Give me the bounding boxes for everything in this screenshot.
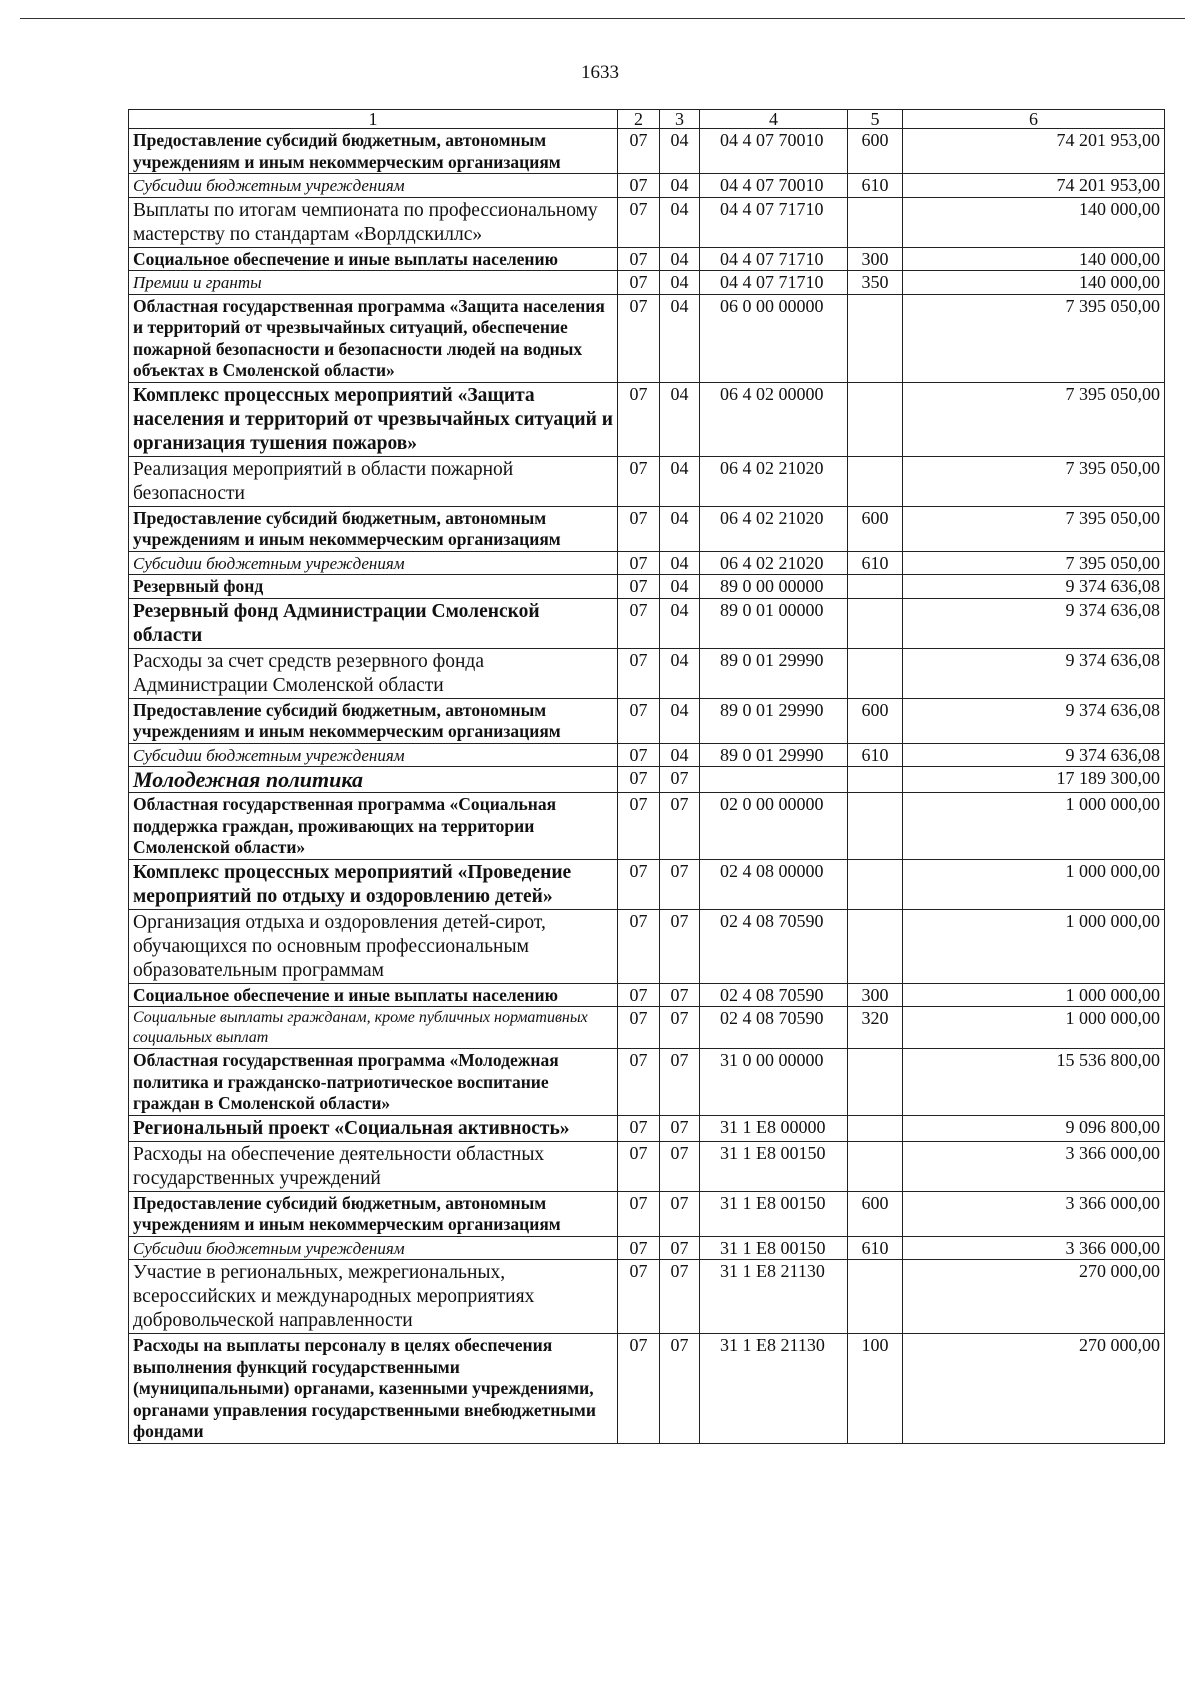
row-target-code: 02 4 08 00000 (700, 859, 848, 909)
row-subsection: 07 (660, 1334, 700, 1444)
row-expense-type (848, 793, 903, 860)
row-subsection: 04 (660, 271, 700, 295)
row-target-code: 04 4 07 71710 (700, 271, 848, 295)
row-amount: 7 395 050,00 (903, 456, 1165, 506)
table-row (129, 909, 1165, 983)
row-section: 07 (618, 197, 660, 247)
row-name: Резервный фонд (129, 575, 618, 599)
row-target-code: 89 0 00 00000 (700, 575, 848, 599)
table-row (129, 174, 1165, 198)
row-target-code: 02 4 08 70590 (700, 983, 848, 1007)
row-expense-type (848, 1141, 903, 1191)
row-subsection: 04 (660, 598, 700, 648)
row-expense-type (848, 767, 903, 793)
row-amount: 140 000,00 (903, 197, 1165, 247)
row-amount: 3 366 000,00 (903, 1141, 1165, 1191)
row-target-code: 04 4 07 70010 (700, 129, 848, 174)
row-subsection: 07 (660, 859, 700, 909)
row-target-code: 06 4 02 00000 (700, 382, 848, 456)
row-name: Реализация мероприятий в области пожарной безопасности (129, 456, 618, 506)
row-name: Участие в региональных, межрегиональных, всероссийских и международных мероприятиях добровольческой направленности (129, 1260, 618, 1334)
row-target-code: 31 1 E8 21130 (700, 1260, 848, 1334)
row-section: 07 (618, 859, 660, 909)
row-section: 07 (618, 1236, 660, 1260)
row-amount: 9 374 636,08 (903, 698, 1165, 743)
table-row (129, 294, 1165, 382)
table-row (129, 551, 1165, 575)
table-row (129, 648, 1165, 698)
row-name: Комплекс процессных мероприятий «Проведение мероприятий по отдыху и оздоровлению детей» (129, 859, 618, 909)
header-cell-name: 1 (129, 110, 618, 129)
row-target-code: 89 0 01 29990 (700, 743, 848, 767)
row-target-code: 31 0 00 00000 (700, 1049, 848, 1116)
table-row (129, 1115, 1165, 1141)
row-expense-type (848, 294, 903, 382)
row-target-code: 31 1 E8 00150 (700, 1191, 848, 1236)
row-target-code: 06 4 02 21020 (700, 506, 848, 551)
row-section: 07 (618, 456, 660, 506)
row-amount: 74 201 953,00 (903, 174, 1165, 198)
row-expense-type: 610 (848, 743, 903, 767)
table-row (129, 1191, 1165, 1236)
row-amount: 1 000 000,00 (903, 909, 1165, 983)
row-amount: 1 000 000,00 (903, 859, 1165, 909)
row-expense-type (848, 1049, 903, 1116)
table-row (129, 1141, 1165, 1191)
table-row (129, 598, 1165, 648)
row-expense-type: 350 (848, 271, 903, 295)
row-expense-type: 610 (848, 174, 903, 198)
row-target-code: 02 4 08 70590 (700, 1007, 848, 1049)
row-section: 07 (618, 909, 660, 983)
row-amount: 3 366 000,00 (903, 1236, 1165, 1260)
row-section: 07 (618, 793, 660, 860)
row-target-code: 06 4 02 21020 (700, 456, 848, 506)
table-row (129, 859, 1165, 909)
row-amount: 9 374 636,08 (903, 648, 1165, 698)
row-subsection: 04 (660, 294, 700, 382)
row-section: 07 (618, 575, 660, 599)
row-amount: 1 000 000,00 (903, 983, 1165, 1007)
row-target-code: 31 1 E8 00150 (700, 1141, 848, 1191)
row-section: 07 (618, 598, 660, 648)
header-cell-target-code: 4 (700, 110, 848, 129)
row-subsection: 07 (660, 1115, 700, 1141)
table-row (129, 575, 1165, 599)
table-row (129, 456, 1165, 506)
row-subsection: 04 (660, 197, 700, 247)
table-row (129, 197, 1165, 247)
row-name: Молодежная политика (129, 767, 618, 793)
table-row (129, 793, 1165, 860)
row-name: Областная государственная программа «Социальная поддержка граждан, проживающих на территории Смоленской области» (129, 793, 618, 860)
row-expense-type (848, 197, 903, 247)
row-amount: 9 374 636,08 (903, 743, 1165, 767)
row-target-code: 04 4 07 70010 (700, 174, 848, 198)
row-amount: 9 374 636,08 (903, 598, 1165, 648)
row-subsection: 04 (660, 648, 700, 698)
row-subsection: 04 (660, 575, 700, 599)
row-expense-type: 600 (848, 506, 903, 551)
row-name: Расходы на обеспечение деятельности областных государственных учреждений (129, 1141, 618, 1191)
row-name: Предоставление субсидий бюджетным, автономным учреждениям и иным некоммерческим организациям (129, 506, 618, 551)
row-target-code: 04 4 07 71710 (700, 197, 848, 247)
row-section: 07 (618, 506, 660, 551)
row-section: 07 (618, 551, 660, 575)
row-expense-type (848, 1115, 903, 1141)
row-amount: 270 000,00 (903, 1260, 1165, 1334)
row-amount: 15 536 800,00 (903, 1049, 1165, 1116)
table-row (129, 247, 1165, 271)
row-expense-type (848, 598, 903, 648)
row-name: Субсидии бюджетным учреждениям (129, 551, 618, 575)
row-amount: 7 395 050,00 (903, 294, 1165, 382)
table-row (129, 129, 1165, 174)
table-row (129, 1260, 1165, 1334)
row-target-code: 02 0 00 00000 (700, 793, 848, 860)
row-expense-type: 300 (848, 247, 903, 271)
table-row (129, 1236, 1165, 1260)
row-section: 07 (618, 247, 660, 271)
row-name: Социальные выплаты гражданам, кроме публичных нормативных социальных выплат (129, 1007, 618, 1049)
row-expense-type (848, 909, 903, 983)
row-expense-type: 610 (848, 1236, 903, 1260)
row-target-code: 89 0 01 29990 (700, 698, 848, 743)
row-target-code (700, 767, 848, 793)
table-row (129, 271, 1165, 295)
row-name: Резервный фонд Администрации Смоленской области (129, 598, 618, 648)
row-name: Областная государственная программа «Молодежная политика и гражданско-патриотическое воспитание граждан в Смоленской области» (129, 1049, 618, 1116)
row-target-code: 89 0 01 29990 (700, 648, 848, 698)
row-amount: 1 000 000,00 (903, 1007, 1165, 1049)
table-row (129, 767, 1165, 793)
row-name: Областная государственная программа «Защита населения и территорий от чрезвычайных ситуаций, обеспечение пожарной безопасности и безопасности людей на водных объектах в Смоленской области» (129, 294, 618, 382)
row-subsection: 07 (660, 793, 700, 860)
row-expense-type: 100 (848, 1334, 903, 1444)
header-cell-subsection: 3 (660, 110, 700, 129)
row-expense-type (848, 382, 903, 456)
row-subsection: 04 (660, 506, 700, 551)
table-row (129, 506, 1165, 551)
row-amount: 7 395 050,00 (903, 506, 1165, 551)
row-section: 07 (618, 294, 660, 382)
row-name: Предоставление субсидий бюджетным, автономным учреждениям и иным некоммерческим организациям (129, 1191, 618, 1236)
row-section: 07 (618, 983, 660, 1007)
row-name: Комплекс процессных мероприятий «Защита населения и территорий от чрезвычайных ситуаций и организация тушения пожаров» (129, 382, 618, 456)
row-subsection: 04 (660, 743, 700, 767)
row-subsection: 04 (660, 247, 700, 271)
budget-table (128, 109, 1165, 1444)
row-amount: 7 395 050,00 (903, 382, 1165, 456)
row-amount: 140 000,00 (903, 247, 1165, 271)
row-subsection: 04 (660, 382, 700, 456)
page-number: 1633 (581, 62, 619, 83)
row-name: Выплаты по итогам чемпионата по профессиональному мастерству по стандартам «Ворлдскиллс» (129, 197, 618, 247)
table-row (129, 983, 1165, 1007)
row-target-code: 06 0 00 00000 (700, 294, 848, 382)
row-name: Субсидии бюджетным учреждениям (129, 743, 618, 767)
row-section: 07 (618, 1007, 660, 1049)
row-amount: 74 201 953,00 (903, 129, 1165, 174)
top-rule (20, 18, 1185, 19)
table-row (129, 743, 1165, 767)
row-amount: 9 096 800,00 (903, 1115, 1165, 1141)
row-subsection: 07 (660, 909, 700, 983)
row-expense-type (848, 1260, 903, 1334)
row-amount: 17 189 300,00 (903, 767, 1165, 793)
row-subsection: 07 (660, 983, 700, 1007)
row-subsection: 04 (660, 456, 700, 506)
row-section: 07 (618, 1141, 660, 1191)
row-section: 07 (618, 382, 660, 456)
row-target-code: 04 4 07 71710 (700, 247, 848, 271)
table-row (129, 382, 1165, 456)
row-section: 07 (618, 174, 660, 198)
table-row (129, 698, 1165, 743)
row-target-code: 89 0 01 00000 (700, 598, 848, 648)
table-row (129, 1049, 1165, 1116)
row-name: Социальное обеспечение и иные выплаты населению (129, 247, 618, 271)
row-subsection: 04 (660, 551, 700, 575)
row-expense-type (848, 648, 903, 698)
row-expense-type (848, 859, 903, 909)
row-expense-type: 600 (848, 129, 903, 174)
header-cell-expense-type: 5 (848, 110, 903, 129)
row-target-code: 02 4 08 70590 (700, 909, 848, 983)
row-subsection: 07 (660, 1260, 700, 1334)
row-amount: 140 000,00 (903, 271, 1165, 295)
row-name: Субсидии бюджетным учреждениям (129, 174, 618, 198)
row-section: 07 (618, 743, 660, 767)
row-amount: 3 366 000,00 (903, 1191, 1165, 1236)
row-subsection: 04 (660, 129, 700, 174)
header-cell-section: 2 (618, 110, 660, 129)
row-amount: 7 395 050,00 (903, 551, 1165, 575)
header-row (129, 110, 1165, 129)
row-subsection: 04 (660, 174, 700, 198)
row-name: Субсидии бюджетным учреждениям (129, 1236, 618, 1260)
row-target-code: 31 1 E8 00000 (700, 1115, 848, 1141)
row-name: Региональный проект «Социальная активность» (129, 1115, 618, 1141)
row-name: Расходы за счет средств резервного фонда Администрации Смоленской области (129, 648, 618, 698)
row-name: Предоставление субсидий бюджетным, автономным учреждениям и иным некоммерческим организациям (129, 129, 618, 174)
row-name: Расходы на выплаты персоналу в целях обеспечения выполнения функций государственными (муниципальными) органами, казенными учреждениями, органами управления государственными внебюджетными фондами (129, 1334, 618, 1444)
row-amount: 9 374 636,08 (903, 575, 1165, 599)
row-expense-type: 300 (848, 983, 903, 1007)
row-subsection: 04 (660, 698, 700, 743)
row-section: 07 (618, 767, 660, 793)
table-row (129, 1007, 1165, 1049)
row-expense-type: 600 (848, 1191, 903, 1236)
row-section: 07 (618, 1115, 660, 1141)
row-name: Предоставление субсидий бюджетным, автономным учреждениям и иным некоммерческим организациям (129, 698, 618, 743)
row-target-code: 06 4 02 21020 (700, 551, 848, 575)
row-section: 07 (618, 698, 660, 743)
row-subsection: 07 (660, 1191, 700, 1236)
row-target-code: 31 1 E8 00150 (700, 1236, 848, 1260)
row-section: 07 (618, 271, 660, 295)
row-subsection: 07 (660, 1049, 700, 1116)
row-name: Социальное обеспечение и иные выплаты населению (129, 983, 618, 1007)
row-subsection: 07 (660, 767, 700, 793)
row-section: 07 (618, 1260, 660, 1334)
row-subsection: 07 (660, 1007, 700, 1049)
header-cell-amount: 6 (903, 110, 1165, 129)
row-section: 07 (618, 1334, 660, 1444)
row-name: Организация отдыха и оздоровления детей-сирот, обучающихся по основным профессиональным образовательным программам (129, 909, 618, 983)
row-section: 07 (618, 1049, 660, 1116)
row-expense-type: 320 (848, 1007, 903, 1049)
row-expense-type: 610 (848, 551, 903, 575)
row-expense-type: 600 (848, 698, 903, 743)
table-row (129, 1334, 1165, 1444)
row-amount: 1 000 000,00 (903, 793, 1165, 860)
row-target-code: 31 1 E8 21130 (700, 1334, 848, 1444)
row-section: 07 (618, 129, 660, 174)
row-expense-type (848, 456, 903, 506)
row-section: 07 (618, 648, 660, 698)
budget-table-body (129, 110, 1165, 1444)
row-section: 07 (618, 1191, 660, 1236)
row-subsection: 07 (660, 1141, 700, 1191)
row-name: Премии и гранты (129, 271, 618, 295)
row-subsection: 07 (660, 1236, 700, 1260)
row-expense-type (848, 575, 903, 599)
row-amount: 270 000,00 (903, 1334, 1165, 1444)
